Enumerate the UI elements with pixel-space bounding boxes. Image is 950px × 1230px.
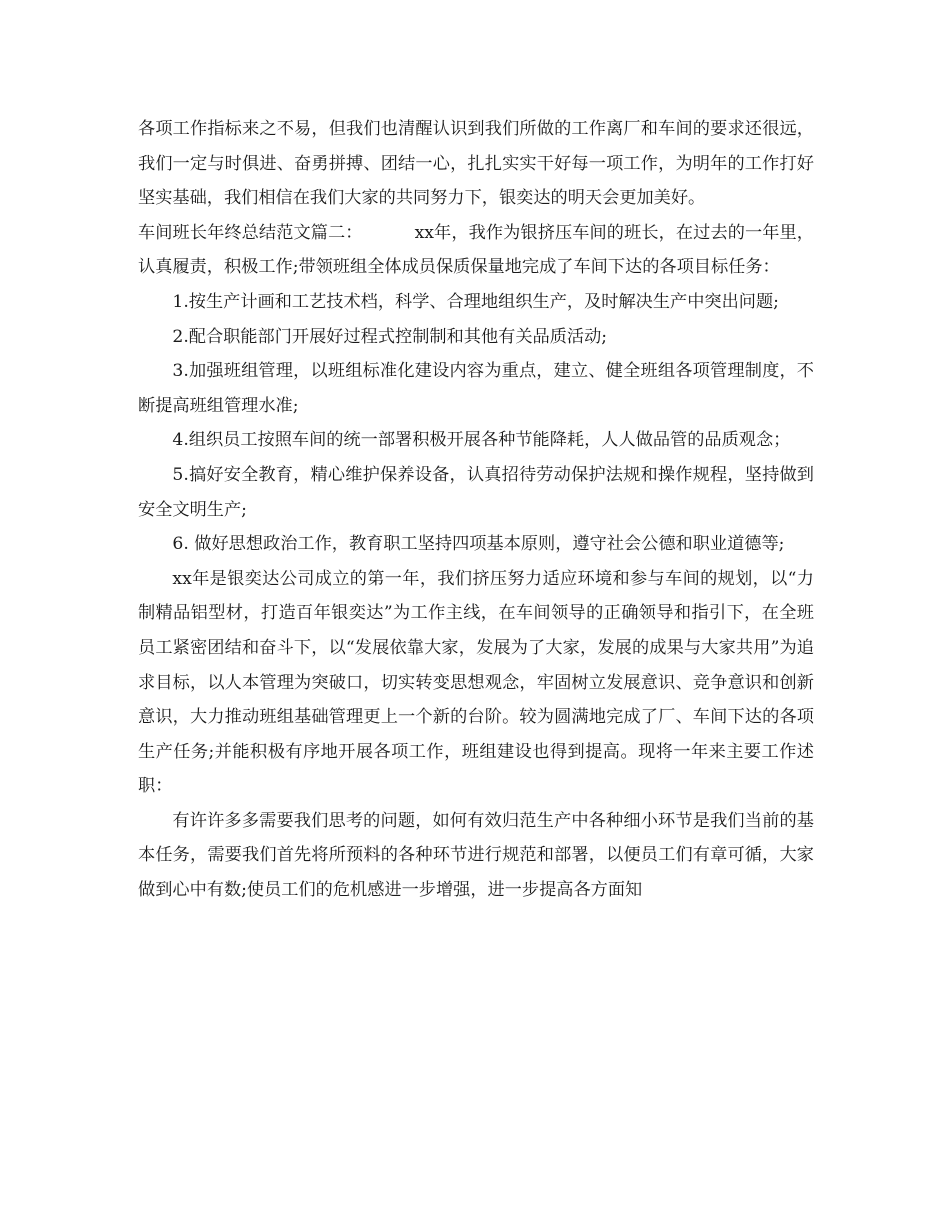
intro-body: xx年，我作为银挤压车间的班长，在过去的一年里，认真履责，积极工作;带领班组全体成员保质保量地完成了车间下达的各项目标任务： [138, 222, 814, 278]
list-item-3: 3.加强班组管理，以班组标准化建设内容为重点，建立、健全班组各项管理制度，不断提高班组管理水准; [138, 361, 814, 416]
paragraph-summary: xx年是银奕达公司成立的第一年，我们挤压努力适应环境和参与车间的规划，以“力制精品铝型材，打造百年银奕达”为工作主线，在车间领导的正确领导和指引下，在全班员工紧密团结和奋斗下，以“发展依靠大家，发展为了大家，发展的成果与大家共用”为追求目标，以人本管理为突破口，切实转变思想观念，牢固树立发展意识、竞争意识和创新意识，大力推动班组基础管理更上一个新的台阶。较为圆满地完成了厂、车间下达的各项生产任务;并能积极有序地开展各项工作，班组建设也得到提高。现将一年来主要工作述职： [138, 568, 814, 797]
list-item-1: 1.按生产计画和工艺技术档，科学、合理地组织生产，及时解决生产中突出问题; [172, 291, 779, 312]
paragraph-closing: 各项工作指标来之不易，但我们也清醒认识到我们所做的工作离厂和车间的要求还很远，我们一定与时俱进、奋勇拼搏、团结一心，扎扎实实干好每一项工作，为明年的工作打好坚实基础，我们相信在我们大家的共同努力下，银奕达的明天会更加美好。 [138, 119, 814, 209]
paragraph-issues: 有许许多多需要我们思考的问题，如何有效归范生产中各种细小环节是我们当前的基本任务，需要我们首先将所预料的各种环节进行规范和部署，以便员工们有章可循，大家做到心中有数;使员工们的危机感进一步增强，进一步提高各方面知 [138, 810, 814, 901]
document-page [138, 112, 814, 908]
list-item-4: 4.组织员工按照车间的统一部署积极开展各种节能降耗，人人做品管的品质观念； [172, 430, 791, 451]
list-item-2: 2.配合职能部门开展好过程式控制制和其他有关品质活动; [172, 326, 608, 347]
section-title: 车间班长年终总结范文篇二： [138, 222, 363, 243]
list-item-5: 5.搞好安全教育，精心维护保养设备，认真招待劳动保护法规和操作规程，坚持做到安全文明生产; [138, 464, 814, 520]
paragraph-intro [138, 216, 814, 285]
list-item-6: 6. 做好思想政治工作，教育职工坚持四项基本原则，遵守社会公德和职业道德等; [172, 534, 785, 555]
